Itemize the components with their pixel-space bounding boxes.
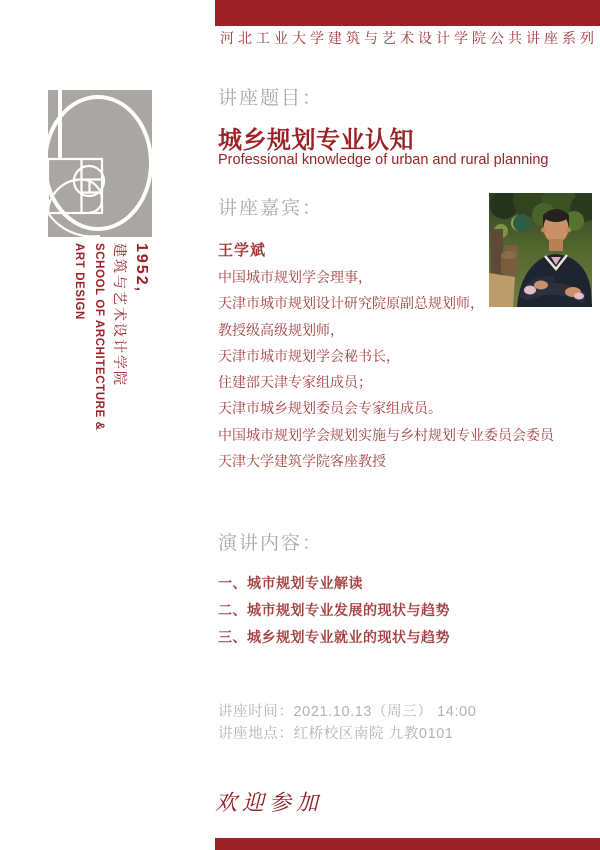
content-item: 一、城市规划专业解读 [218, 575, 363, 591]
content-item: 二、城市规划专业发展的现状与趋势 [218, 602, 450, 618]
guest-label: 讲座嘉宾： [218, 198, 324, 219]
lecture-meta [218, 701, 476, 746]
credential-line: 天津市城乡规划委员会专家组成员。 [218, 400, 442, 417]
content-items [218, 570, 578, 651]
credential-line: 天津大学建筑学院客座教授 [218, 453, 386, 470]
credential-line: 中国城市规划学会规划实施与乡村规划专业委员会委员 [218, 426, 554, 443]
content-label: 演讲内容： [218, 533, 324, 554]
lecture-place-row [218, 723, 476, 745]
place-label: 讲座地点： [218, 726, 294, 743]
school-name-en-line2: ART DESIGN [73, 243, 85, 320]
school-name-en-line1: SCHOOL OF ARCHITECTURE & [93, 243, 105, 431]
time-value: 2021.10.13（周三） 14:00 [293, 704, 477, 720]
credential-line: 住建部天津专家组成员； [218, 374, 372, 391]
welcome-note: 欢迎参加 [215, 791, 324, 816]
content-item: 三、城乡规划专业就业的现状与趋势 [218, 629, 450, 645]
school-name-cn: 建筑与艺术设计学院 [112, 243, 128, 387]
series-title: 河北工业大学建筑与艺术设计学院公共讲座系列 [220, 30, 598, 46]
credential-line: 中国城市规划学会理事， [218, 269, 372, 285]
vertical-school-name [69, 243, 152, 461]
founding-year-label: 1952, [133, 243, 150, 294]
topic-title-cn: 城乡规划专业认知 [218, 127, 414, 154]
credential-line: 天津市城市规划学会秘书长， [218, 347, 400, 364]
time-label: 讲座时间： [218, 704, 294, 720]
golden-spiral-d-logo-icon [48, 90, 152, 237]
speaker-credentials [218, 264, 588, 474]
topic-label: 讲座题目： [218, 88, 324, 109]
speaker-name: 王学斌 [218, 242, 267, 259]
topic-title-en: Professional knowledge of urban and rural planning [218, 152, 549, 168]
place-value: 红桥校区南院 九教0101 [293, 726, 454, 743]
credential-line: 教授级高级规划师， [218, 321, 344, 338]
bottom-accent-bar [215, 838, 600, 850]
logo-graphic [48, 90, 152, 237]
credential-line: 天津市城市规划设计研究院原副总规划师， [218, 295, 484, 312]
lecture-time-row [218, 701, 476, 723]
top-accent-bar [215, 0, 600, 26]
